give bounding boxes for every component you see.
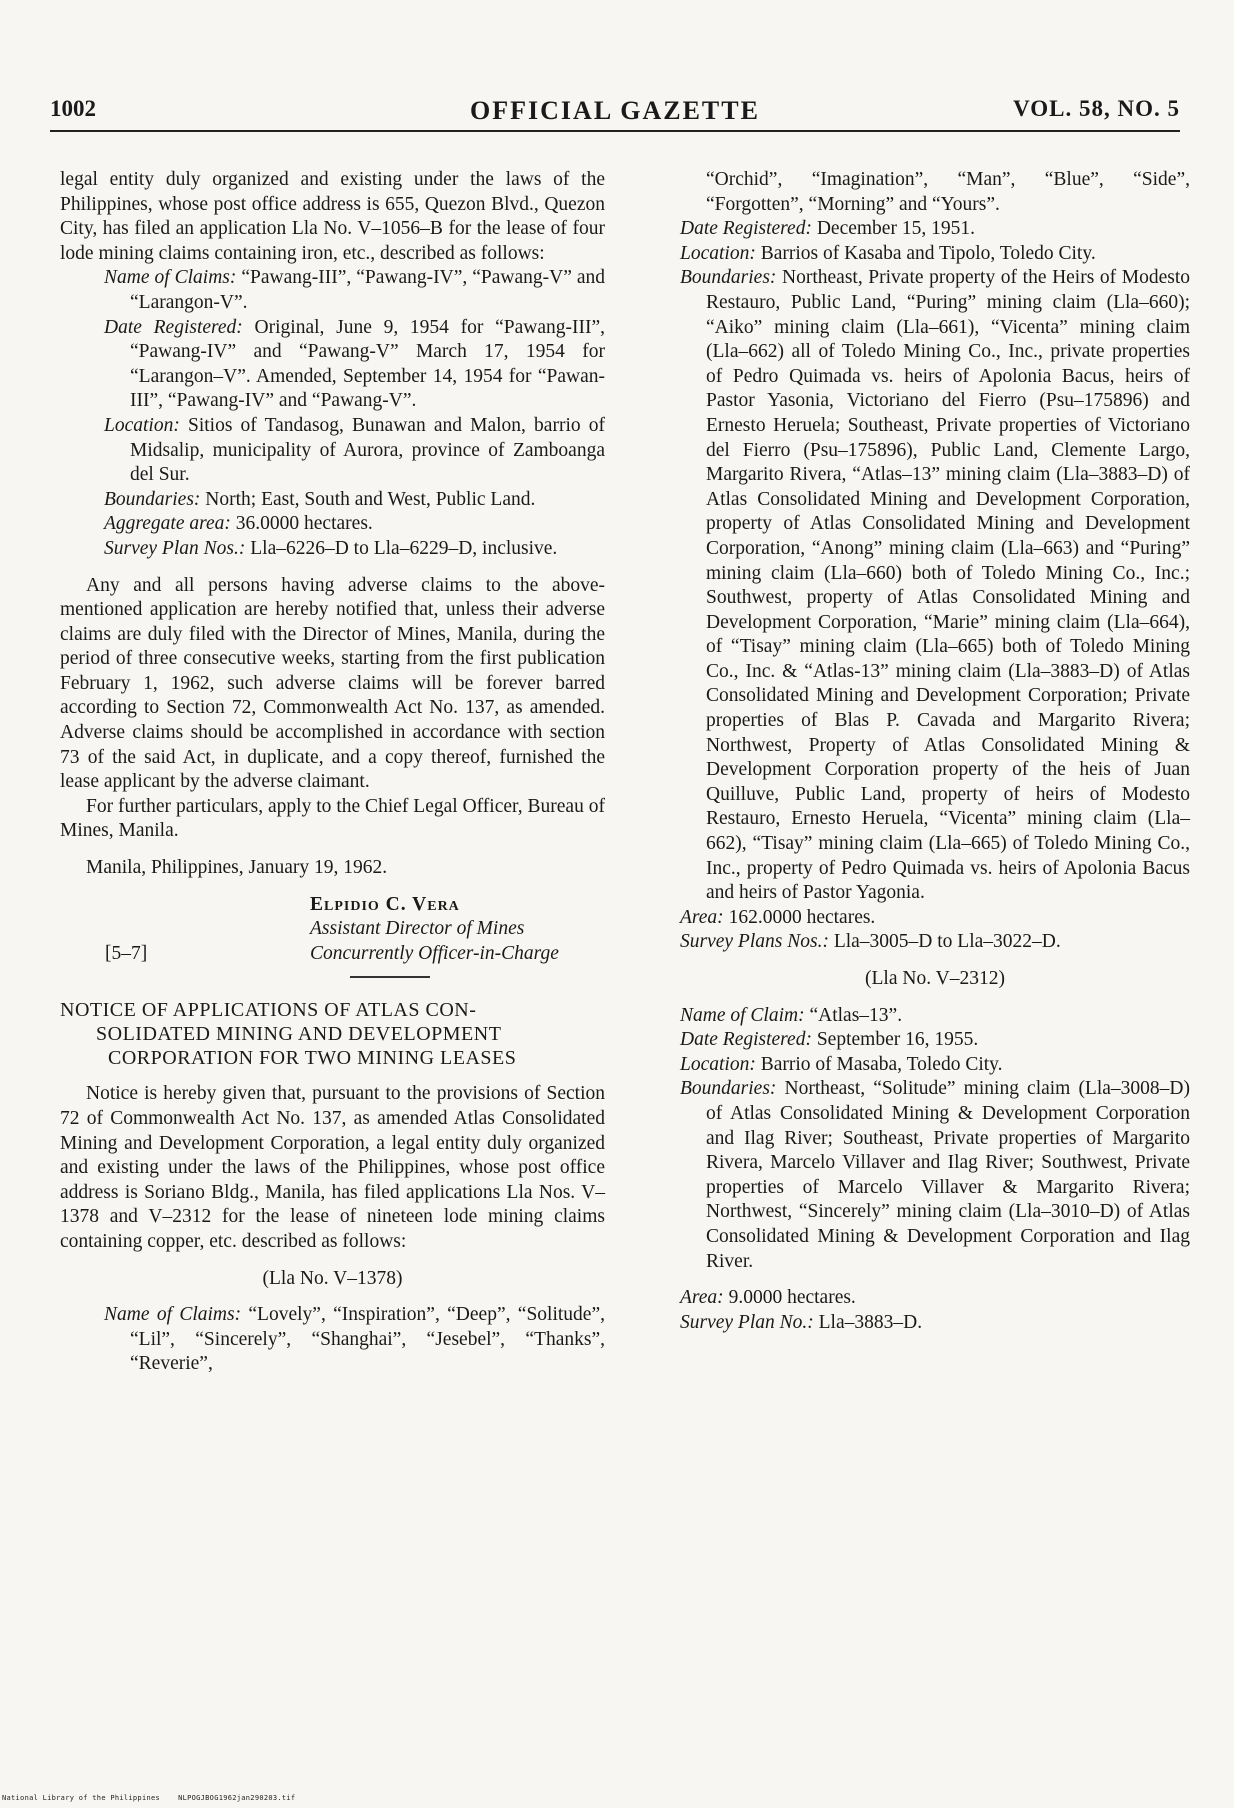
date-label-r: Date Registered: xyxy=(680,218,812,240)
library-credit: National Library of the Philippines xyxy=(2,1794,161,1802)
claims-entry xyxy=(60,266,605,315)
area-value: 36.0000 hectares. xyxy=(235,513,373,535)
boundaries-entry xyxy=(60,488,605,513)
boundaries-2312-value: Northeast, “Solitude” mining claim (Lla–3008–D) of Atlas Consolidated Mining & Development Corporation and Ilag River; Southeast, Private properties of Margarito Rivera, Marcelo Villaver and Ilag River; Southwest, Private properties of Marcelo Villaver & Margarito Rivera; Northwest, “Sincerely” mining claim (Lla–3010–D) of Atlas Consolidated Mining & Development Corporation and Ilag River. xyxy=(706,1078,1190,1272)
boundaries-value: North; East, South and West, Public Land. xyxy=(205,488,536,510)
signatory-title-2: Concurrently Officer-in-Charge xyxy=(310,942,559,964)
section-title: NOTICE OF APPLICATIONS OF ATLAS CON- SOLIDATED MINING AND DEVELOPMENT CORPORATION FOR TWO MINING LEASES xyxy=(60,999,517,1070)
boundaries-2312-label: Boundaries: xyxy=(680,1078,777,1100)
date-2312-entry xyxy=(680,1028,1190,1053)
location-2312-entry xyxy=(680,1053,1190,1078)
notice-paragraph: Any and all persons having adverse claims to the above-mentioned application are hereby notified that, unless their adverse claims are duly filed with the Director of Mines, Manila, during the period of three consecutive weeks, starting from the first publication February 1, 1962, such adverse claims will be forever barred according to Section 72, Commonwealth Act No. 137, as amended. Adverse claims should be accomplished in accordance with section 73 of the said Act, in duplicate, and a copy thereof, furnished the lease applicant by the adverse claimant. xyxy=(60,574,605,793)
location-label-r: Location: xyxy=(680,242,756,264)
survey-2312-value: Lla–3883–D. xyxy=(818,1311,923,1333)
claims-label: Name of Claims: xyxy=(104,267,237,289)
date-value: Original, June 9, 1954 for “Pawang-III”, “Pawang-IV” and “Pawang-V” March 17, 1954 for “Larangon–V”. Amended, September 14, 1954 for “Pawan-III”, “Pawang-IV” and “Pawang-V”. xyxy=(130,316,605,412)
location-entry xyxy=(60,414,605,488)
claim-2312-value: “Atlas–13”. xyxy=(809,1004,903,1026)
claims-continued: “Orchid”, “Imagination”, “Man”, “Blue”, “Side”, “Forgotten”, “Morning” and “Yours”. xyxy=(706,169,1190,215)
survey-label: Survey Plan Nos.: xyxy=(104,537,246,559)
left-column xyxy=(60,168,605,1377)
journal-title: OFFICIAL GAZETTE xyxy=(470,96,760,125)
date-label: Date Registered: xyxy=(104,316,243,338)
boundaries-2312-entry xyxy=(680,1077,1190,1274)
location-entry-r xyxy=(680,242,1190,267)
signatory-title: Assistant Director of Mines xyxy=(310,918,525,940)
volume-number: VOL. 58, NO. 5 xyxy=(1013,96,1180,121)
signatory-name: Elpidio C. Vera xyxy=(310,893,460,915)
survey-2312-label: Survey Plan No.: xyxy=(680,1311,814,1333)
boundaries-label: Boundaries: xyxy=(104,488,201,510)
location-2312-label: Location: xyxy=(680,1053,756,1075)
file-name: NLPOGJBOG1962jan290203.tif xyxy=(178,1794,296,1802)
scan-footer xyxy=(2,1794,295,1802)
section-divider xyxy=(350,976,430,978)
claims-value: “Pawang-III”, “Pawang-IV”, “Pawang-V” and “Larangon-V”. xyxy=(130,267,605,313)
date-2312-value: September 16, 1955. xyxy=(816,1029,979,1051)
survey-value-r: Lla–3005–D to Lla–3022–D. xyxy=(833,931,1061,953)
claim-2312-entry xyxy=(680,1004,1190,1029)
particulars-paragraph: For further particulars, apply to the Chief Legal Officer, Bureau of Mines, Manila. xyxy=(60,795,605,842)
area-entry-r xyxy=(680,906,1190,931)
date-entry-r xyxy=(680,217,1190,242)
area-2312-label: Area: xyxy=(680,1287,724,1309)
claims-1378-entry xyxy=(60,1303,605,1377)
date-entry xyxy=(60,316,605,414)
boundaries-label-r: Boundaries: xyxy=(680,267,777,289)
boundaries-entry-r xyxy=(680,266,1190,905)
survey-2312-entry xyxy=(680,1311,1190,1336)
date-value-r: December 15, 1951. xyxy=(816,218,975,240)
page-header xyxy=(50,96,1180,132)
sub-heading-1378: (Lla No. V–1378) xyxy=(262,1267,403,1289)
intro-paragraph: legal entity duly organized and existing under the laws of the Philippines, whose post office address is 655, Quezon Blvd., Quezon City, has filed an application Lla No. V–1056–B for the lease of four lode mining claims containing iron, etc., described as follows: xyxy=(60,169,605,264)
location-value-r: Barrios of Kasaba and Tipolo, Toledo City. xyxy=(760,242,1096,264)
area-2312-entry xyxy=(680,1286,1190,1311)
date-2312-label: Date Registered: xyxy=(680,1029,812,1051)
area-label: Aggregate area: xyxy=(104,513,231,535)
area-value-r: 162.0000 hectares. xyxy=(728,906,876,928)
location-label: Location: xyxy=(104,414,180,436)
claim-2312-label: Name of Claim: xyxy=(680,1004,805,1026)
location-value: Sitios of Tandasog, Bunawan and Malon, barrio of Midsalip, municipality of Aurora, province of Zamboanga del Sur. xyxy=(130,414,606,486)
dateline: Manila, Philippines, January 19, 1962. xyxy=(86,857,388,879)
location-2312-value: Barrio of Masaba, Toledo City. xyxy=(760,1053,1003,1075)
survey-entry xyxy=(60,537,605,562)
right-column xyxy=(680,168,1190,1335)
survey-entry-r xyxy=(680,930,1190,955)
survey-label-r: Survey Plans Nos.: xyxy=(680,931,829,953)
boundaries-value-r: Northeast, Private property of the Heirs of Modesto Restauro, Public Land, “Puring” mining claim (Lla–660); “Aiko” mining claim (Lla–661), “Vicenta” mining claim (Lla–662) all of Toledo Mining Co., Inc., private properties of Pedro Quimada vs. heirs of Apolonia Bacus, heirs of Pastor Yasonia, Victoriano del Fierro (Psu–175896) and Ernesto Heruela; Southeast, Private properties of Victoriano del Fierro (Psu–175896), Public Land, Clemente Largo, Margarito Rivera, “Atlas–13” mining claim (Lla–3883–D) of Atlas Consolidated Mining and Development Corporation, property of Atlas Consolidated Mining and Development Corporation, “Anong” mining claim (Lla–663) and “Puring” mining claim (Lla–660) both of Toledo Mining Co., Inc.; Southwest, property of Atlas Consolidated Mining and Development Corporation, “Marie” mining claim (Lla–664), of “Tisay” mining claim (Lla–665) both of Toledo Mining Co., Inc. & “Atlas-13” mining claim (Lla–3883–D) of Atlas Consolidated Mining and Development Corporation; Private properties of Blas P. Cavada and Margarito Rivera; Northwest, Property of Atlas Consolidated Mining & Development Corporation property of the heis of Juan Quilluve, Public Land, property of heirs of Modesto Restauro, Ernesto Heruela, “Vicenta” mining claim (Lla–662), “Tisay” mining claim (Lla–665) of Toledo Mining Co., Inc., property of Pedro Quimada vs. heirs of Apolonia Bacus and heirs of Pastor Yagonia. xyxy=(706,267,1191,904)
claims-1378-label: Name of Claims: xyxy=(104,1304,242,1326)
publication-code: [5–7] xyxy=(105,942,148,964)
area-entry xyxy=(60,512,605,537)
sub-heading-2312: (Lla No. V–2312) xyxy=(865,968,1005,989)
section-intro: Notice is hereby given that, pursuant to the provisions of Section 72 of Commonwealth Act No. 137, as amended Atlas Consolidated Mining and Development Corporation, a legal entity duly organized and existing under the laws of the Philippines, whose post office address is Soriano Bldg., Manila, has filed applications Lla Nos. V–1378 and V–2312 for the lease of nineteen lode mining claims containing copper, etc. described as follows: xyxy=(60,1083,605,1252)
claims-1378-value: “Lovely”, “Inspiration”, “Deep”, “Solitude”, “Lil”, “Sincerely”, “Shanghai”, “Jesebel”, “Thanks”, “Reverie”, xyxy=(130,1304,605,1375)
page-number: 1002 xyxy=(50,96,96,121)
area-2312-value: 9.0000 hectares. xyxy=(728,1287,856,1309)
survey-value: Lla–6226–D to Lla–6229–D, inclusive. xyxy=(250,537,558,559)
area-label-r: Area: xyxy=(680,906,724,928)
